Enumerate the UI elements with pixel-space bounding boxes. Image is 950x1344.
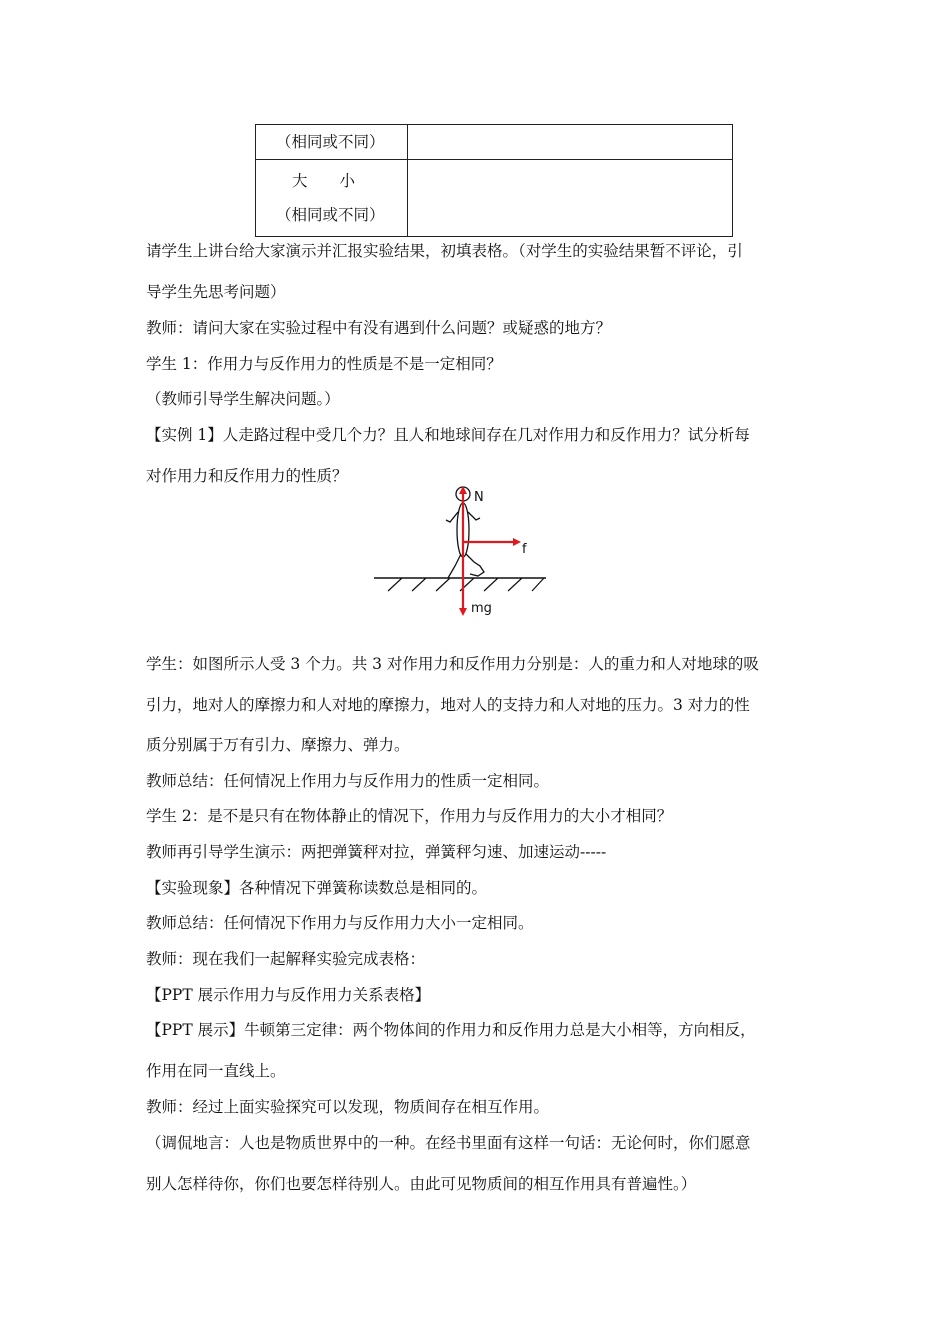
label-f: f — [522, 542, 527, 557]
row2-label-a: 大 — [292, 172, 308, 190]
paragraph-line: （教师引导学生解决问题。） — [146, 390, 340, 408]
label-mg: mg — [471, 601, 492, 616]
table-row — [256, 125, 733, 160]
paragraph-line: 【PPT 展示】牛顿第三定律：两个物体间的作用力和反作用力总是大小相等，方向相反， — [146, 1021, 756, 1039]
table-cell-value — [408, 160, 733, 237]
paragraph-line: 请学生上讲台给大家演示并汇报实验结果，初填表格。（对学生的实验结果暂不评论，引 — [146, 242, 743, 260]
paragraph-line: 教师：经过上面实验探究可以发现，物质间存在相互作用。 — [146, 1098, 550, 1116]
paragraph-line: 作用在同一直线上。 — [146, 1062, 286, 1080]
row2-label — [256, 164, 407, 198]
ground — [374, 578, 546, 591]
paragraph-line: 教师总结：任何情况上作用力与反作用力的性质一定相同。 — [146, 772, 550, 790]
paragraph-line: 教师：现在我们一起解释实验完成表格： — [146, 950, 426, 968]
row2-sublabel: （相同或不同） — [276, 206, 385, 224]
label-n: N — [474, 490, 484, 505]
paragraph-line: 教师总结：任何情况下作用力与反作用力大小一定相同。 — [146, 914, 534, 932]
paragraph-line: 别人怎样待你，你们也要怎样待别人。由此可见物质间的相互作用具有普遍性。） — [146, 1175, 697, 1193]
paragraph-line: （调侃地言：人也是物质世界中的一种。在经书里面有这样一句话：无论何时，你们愿意 — [146, 1134, 751, 1152]
paragraph-line: 教师再引导学生演示：两把弹簧秤对拉，弹簧秤匀速、加速运动----- — [146, 843, 607, 861]
paragraph-line: 【实验现象】各种情况下弹簧称读数总是相同的。 — [146, 879, 488, 897]
table-row — [256, 160, 733, 237]
row1-label: （相同或不同） — [276, 133, 385, 151]
paragraph-line: 学生：如图所示人受 3 个力。共 3 对作用力和反作用力分别是：人的重力和人对地球的吸 — [146, 655, 759, 673]
table-cell-label — [256, 125, 408, 160]
paragraph-line: 质分别属于万有引力、摩擦力、弹力。 — [146, 736, 410, 754]
paragraph-line: 学生 1：作用力与反作用力的性质是不是一定相同？ — [146, 355, 502, 373]
paragraph-line: 教师：请问大家在实验过程中有没有遇到什么问题？或疑惑的地方？ — [146, 319, 612, 337]
table-cell-label — [256, 160, 408, 237]
force-arrows — [463, 488, 519, 614]
paragraph-line: 【PPT 展示作用力与反作用力关系表格】 — [146, 986, 431, 1004]
row2-label-b: 小 — [339, 172, 356, 190]
table-cell-value — [408, 125, 733, 160]
comparison-table — [255, 124, 733, 237]
paragraph-line: 引力，地对人的摩擦力和人对地的摩擦力，地对人的支持力和人对地的压力。3 对力的性 — [146, 696, 750, 714]
paragraph-line: 【实例 1】人走路过程中受几个力？且人和地球间存在几对作用力和反作用力？试分析每 — [146, 426, 750, 444]
paragraph-line: 导学生先思考问题） — [146, 283, 286, 301]
paragraph-line: 对作用力和反作用力的性质？ — [146, 467, 348, 485]
walking-person-force-diagram — [370, 482, 550, 622]
paragraph-line: 学生 2：是不是只有在物体静止的情况下，作用力与反作用力的大小才相同？ — [146, 807, 673, 825]
